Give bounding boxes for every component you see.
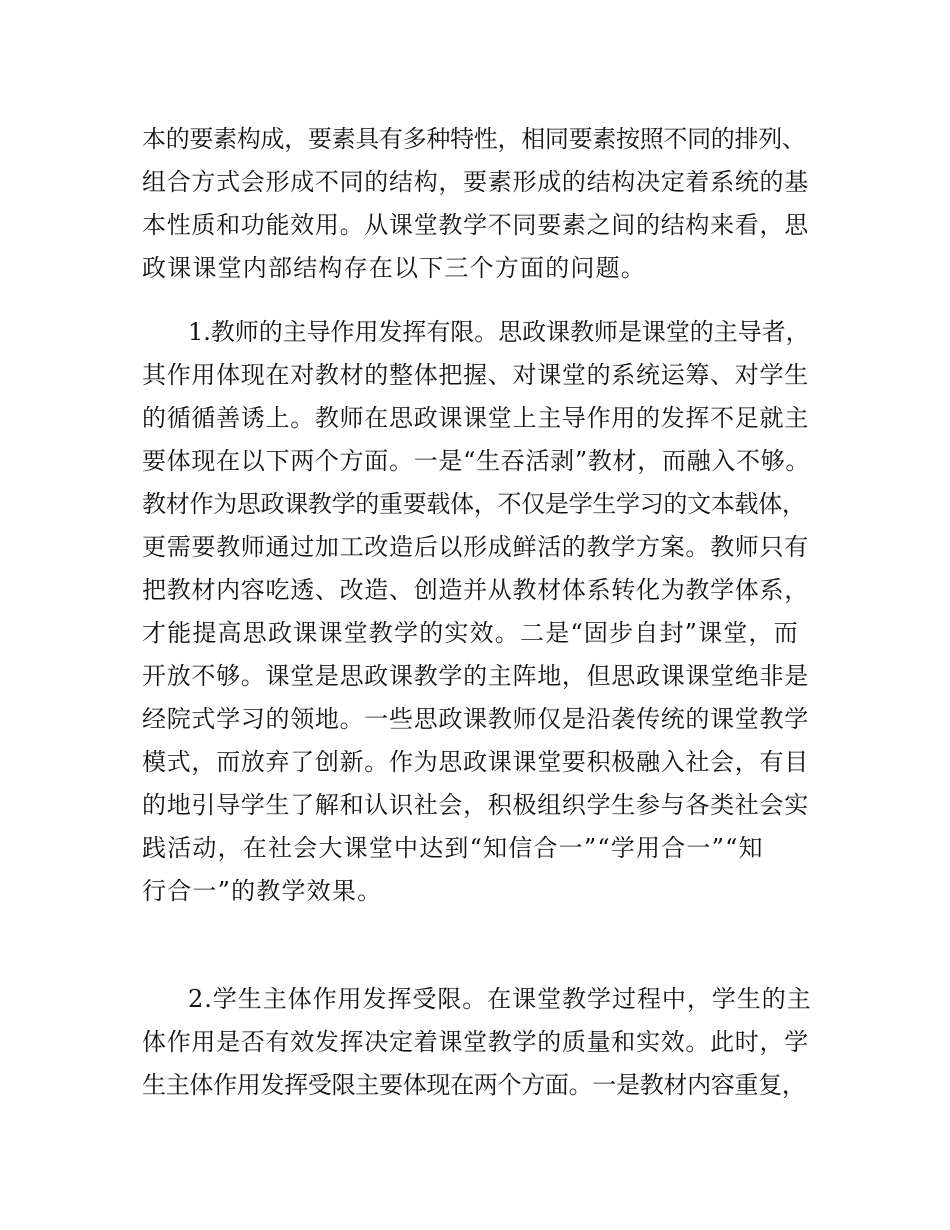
text-line: 把教材内容吃透、改造、创造并从教材体系转化为教学体系， (142, 576, 809, 604)
text-line: 教材作为思政课教学的重要载体，不仅是学生学习的文本载体， (142, 490, 806, 518)
text-line: 本性质和功能效用。从课堂教学不同要素之间的结构来看，思 (142, 211, 809, 239)
paragraph-teacher-role (142, 311, 812, 913)
text-line: 经院式学习的领地。一些思政课教师仅是沿袭传统的课堂教学 (142, 705, 809, 733)
text-line: 开放不够。课堂是思政课教学的主阵地，但思政课课堂绝非是 (142, 662, 809, 690)
text-line: 践活动，在社会大课堂中达到“知信合一”“学用合一”“知 (142, 834, 764, 862)
text-line: 的循循善诱上。教师在思政课课堂上主导作用的发挥不足就主 (142, 404, 809, 432)
text-line: 模式，而放弃了创新。作为思政课课堂要积极融入社会，有目 (142, 748, 809, 776)
paragraph-student-role (142, 978, 812, 1107)
text-line: 2.学生主体作用发挥受限。在课堂教学过程中，学生的主 (188, 985, 812, 1013)
text-line: 组合方式会形成不同的结构，要素形成的结构决定着系统的基 (142, 168, 809, 196)
text-line: 的地引导学生了解和认识社会，积极组织学生参与各类社会实 (142, 791, 809, 819)
text-line: 才能提高思政课课堂教学的实效。二是“固步自封”课堂，而 (142, 619, 799, 647)
text-line: 生主体作用发挥受限主要体现在两个方面。一是教材内容重复， (142, 1071, 806, 1099)
text-line: 本的要素构成，要素具有多种特性，相同要素按照不同的排列、 (142, 125, 806, 153)
paragraph-structure-intro (142, 118, 812, 290)
text-line: 行合一”的教学效果。 (142, 877, 383, 905)
text-line: 要体现在以下两个方面。一是“生吞活剥”教材，而融入不够。 (142, 447, 811, 475)
text-line: 1.教师的主导作用发挥有限。思政课教师是课堂的主导者， (188, 318, 810, 346)
text-line: 更需要教师通过加工改造后以形成鲜活的教学方案。教师只有 (142, 533, 809, 561)
text-line: 其作用体现在对教材的整体把握、对课堂的系统运筹、对学生 (142, 361, 809, 389)
text-line: 体作用是否有效发挥决定着课堂教学的质量和实效。此时，学 (142, 1028, 809, 1056)
text-line: 政课课堂内部结构存在以下三个方面的问题。 (142, 254, 646, 282)
